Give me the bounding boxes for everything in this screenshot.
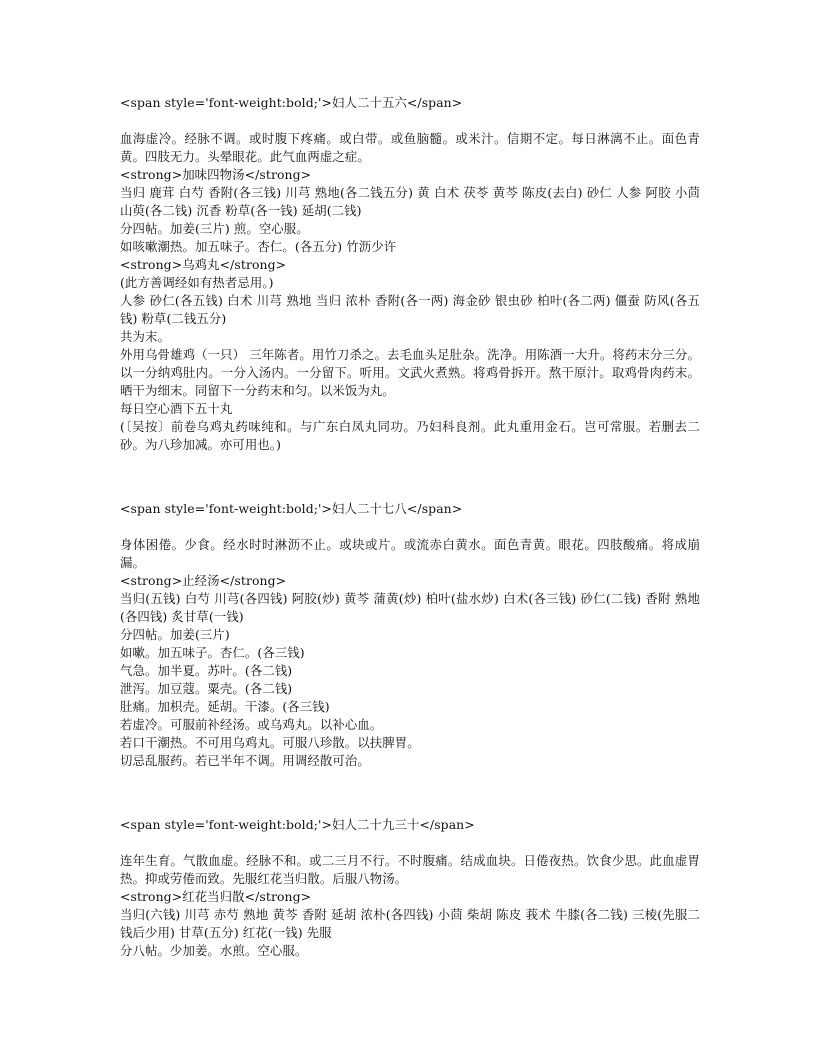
text-line: 分四帖。加姜(三片) 煎。空心服。 [120,221,309,236]
recipe-title: <strong>红花当归散</strong> [120,889,312,904]
text-line: 如咳嗽潮热。加五味子。杏仁。(各五分) 竹沥少许 [120,239,397,254]
text-line: (此方善调经如有热者忌用。) [120,275,274,290]
text-line: 若口干潮热。不可用乌鸡丸。可服八珍散。以扶脾胃。 [120,735,420,750]
recipe-title: <strong>乌鸡丸</strong> [120,257,287,272]
text-line: 共为末。 [120,329,170,344]
section-spacer [120,454,700,500]
text-line: 切忌乱服药。若已半年不调。用调经散可治。 [120,753,370,768]
ingredient-list: 当归(五钱) 白芍 川芎(各四钱) 阿胶(炒) 黄芩 蒲黄(炒) 柏叶(盐水炒) 白术(各三钱) 砂仁(二钱) 香附 熟地(各四钱) 炙甘草(一钱) [120,591,700,624]
paragraph: 连年生育。气散血虚。经脉不和。或二三月不行。不时腹痛。结成血块。日倦夜热。饮食少思。此血虚胃热。抑或劳倦而致。先服红花当归散。后服八物汤。 [120,853,700,886]
section-2 [120,500,700,770]
document-page [120,94,700,960]
section-heading: <span style='font-weight:bold;'>妇人二十七八</span> [120,501,463,516]
section-heading: <span style='font-weight:bold;'>妇人二十九三十</span> [120,817,475,832]
paragraph: 血海虚冷。经脉不调。或时腹下疼痛。或白带。或鱼脑髓。或米汁。信期不定。每日淋漓不止。面色青黄。四肢无力。头晕眼花。此气血两虚之症。 [120,131,700,164]
paragraph: 身体困倦。少食。经水时时淋沥不止。或块或片。或流赤白黄水。面色青黄。眼花。四肢酸痛。将成崩漏。 [120,537,700,570]
text-line: 每日空心酒下五十丸 [120,401,233,416]
text-line: 分八帖。少加姜。水煎。空心服。 [120,943,308,958]
section-spacer [120,770,700,816]
section-3 [120,816,700,960]
recipe-title: <strong>加味四物汤</strong> [120,167,312,182]
annotation-note: (〔吴按〕前卷乌鸡丸药味纯和。与广东白凤丸同功。乃妇科良剂。此丸重用金石。岂可常服。若删去二砂。为八珍加减。亦可用也。) [120,419,700,452]
paragraph: 外用乌骨雄鸡（一只） 三年陈者。用竹刀杀之。去毛血头足肚杂。洗净。用陈酒一大升。将药末分三分。以一分纳鸡肚内。一分入汤内。一分留下。听用。文武火煮熟。将鸡骨拆开。熬干原汁。取鸡骨肉药末。晒干为细末。同留下一分药末和匀。以米饭为丸。 [120,347,700,398]
text-line: 如嗽。加五味子。杏仁。(各三钱) [120,645,305,660]
text-line: 泄泻。加豆蔻。粟壳。(各二钱) [120,681,293,696]
text-line: 肚痛。加枳壳。延胡。干漆。(各三钱) [120,699,330,714]
section-heading: <span style='font-weight:bold;'>妇人二十五六</span> [120,95,463,110]
text-line: 气急。加半夏。苏叶。(各二钱) [120,663,293,678]
text-line: 若虚冷。可服前补经汤。或乌鸡丸。以补心血。 [120,717,383,732]
ingredient-list: 人参 砂仁(各五钱) 白术 川芎 熟地 当归 浓朴 香附(各一两) 海金砂 银虫砂 柏叶(各二两) 僵蚕 防风(各五钱) 粉草(二钱五分) [120,293,700,326]
recipe-title: <strong>止经汤</strong> [120,573,287,588]
ingredient-list: 当归 鹿茸 白芍 香附(各三钱) 川芎 熟地(各二钱五分) 黄 白术 茯苓 黄芩 陈皮(去白) 砂仁 人参 阿胶 小茴 山萸(各二钱) 沉香 粉草(各一钱) 延胡(二钱) [120,185,700,218]
section-1 [120,94,700,454]
ingredient-list: 当归(六钱) 川芎 赤芍 熟地 黄芩 香附 延胡 浓朴(各四钱) 小茴 柴胡 陈皮 莪术 牛膝(各二钱) 三棱(先服二钱后少用) 甘草(五分) 红花(一钱) 先服 [120,907,700,940]
text-line: 分四帖。加姜(三片) [120,627,230,642]
